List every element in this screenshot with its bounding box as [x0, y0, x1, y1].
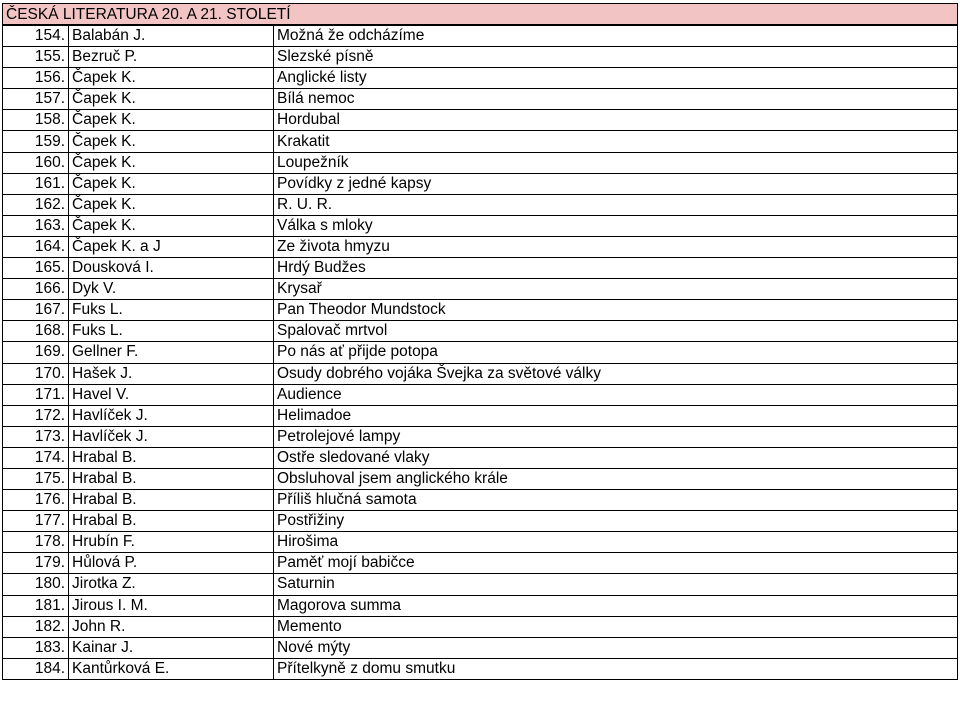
author-cell: Hašek J. [69, 363, 274, 384]
author-cell: Čapek K. [69, 173, 274, 194]
table-row [3, 258, 958, 279]
title-cell: Pan Theodor Mundstock [274, 300, 958, 321]
author-cell: Kainar J. [69, 637, 274, 658]
table-row [3, 637, 958, 658]
author-cell: Dyk V. [69, 279, 274, 300]
row-number: 163. [3, 215, 69, 236]
author-cell: Hrabal B. [69, 447, 274, 468]
author-cell: Balabán J. [69, 26, 274, 47]
row-number: 176. [3, 490, 69, 511]
table-row [3, 447, 958, 468]
author-cell: Čapek K. [69, 131, 274, 152]
title-cell: Hordubal [274, 110, 958, 131]
title-cell: Helimadoe [274, 405, 958, 426]
table-row [3, 553, 958, 574]
title-cell: Ze života hmyzu [274, 236, 958, 257]
row-number: 166. [3, 279, 69, 300]
row-number: 170. [3, 363, 69, 384]
row-number: 156. [3, 68, 69, 89]
title-cell: Memento [274, 616, 958, 637]
row-number: 178. [3, 532, 69, 553]
title-cell: Válka s mloky [274, 215, 958, 236]
author-cell: Čapek K. [69, 194, 274, 215]
table-row [3, 342, 958, 363]
author-cell: Čapek K. [69, 152, 274, 173]
title-cell: Krakatit [274, 131, 958, 152]
row-number: 175. [3, 468, 69, 489]
book-table [2, 25, 958, 680]
table-row [3, 574, 958, 595]
title-cell: Petrolejové lampy [274, 426, 958, 447]
title-cell: Loupežník [274, 152, 958, 173]
title-cell: Audience [274, 384, 958, 405]
title-cell: Postřižiny [274, 511, 958, 532]
sheet-title: ČESKÁ LITERATURA 20. A 21. STOLETÍ [2, 3, 958, 25]
table-row [3, 490, 958, 511]
row-number: 155. [3, 47, 69, 68]
author-cell: Čapek K. [69, 110, 274, 131]
title-cell: Hirošima [274, 532, 958, 553]
table-row [3, 532, 958, 553]
table-row [3, 426, 958, 447]
table-row [3, 363, 958, 384]
row-number: 154. [3, 26, 69, 47]
author-cell: John R. [69, 616, 274, 637]
title-cell: Paměť mojí babičce [274, 553, 958, 574]
table-row [3, 152, 958, 173]
author-cell: Havlíček J. [69, 405, 274, 426]
author-cell: Hrubín F. [69, 532, 274, 553]
row-number: 162. [3, 194, 69, 215]
title-cell: R. U. R. [274, 194, 958, 215]
row-number: 160. [3, 152, 69, 173]
title-cell: Obsluhoval jsem anglického krále [274, 468, 958, 489]
title-cell: Magorova summa [274, 595, 958, 616]
row-number: 167. [3, 300, 69, 321]
author-cell: Hrabal B. [69, 490, 274, 511]
row-number: 172. [3, 405, 69, 426]
title-cell: Krysař [274, 279, 958, 300]
table-row [3, 279, 958, 300]
author-cell: Čapek K. [69, 68, 274, 89]
title-cell: Osudy dobrého vojáka Švejka za světové války [274, 363, 958, 384]
author-cell: Čapek K. [69, 215, 274, 236]
author-cell: Fuks L. [69, 300, 274, 321]
author-cell: Hrabal B. [69, 511, 274, 532]
table-row [3, 468, 958, 489]
title-cell: Slezské písně [274, 47, 958, 68]
row-number: 159. [3, 131, 69, 152]
table-row [3, 658, 958, 679]
author-cell: Jirous I. M. [69, 595, 274, 616]
row-number: 161. [3, 173, 69, 194]
table-row [3, 68, 958, 89]
table-row [3, 215, 958, 236]
author-cell: Fuks L. [69, 321, 274, 342]
table-row [3, 511, 958, 532]
author-cell: Bezruč P. [69, 47, 274, 68]
row-number: 177. [3, 511, 69, 532]
author-cell: Havlíček J. [69, 426, 274, 447]
author-cell: Havel V. [69, 384, 274, 405]
author-cell: Dousková I. [69, 258, 274, 279]
author-cell: Kantůrková E. [69, 658, 274, 679]
row-number: 165. [3, 258, 69, 279]
literature-sheet [2, 3, 958, 680]
author-cell: Čapek K. a J [69, 236, 274, 257]
row-number: 182. [3, 616, 69, 637]
row-number: 179. [3, 553, 69, 574]
author-cell: Gellner F. [69, 342, 274, 363]
title-cell: Hrdý Budžes [274, 258, 958, 279]
table-row [3, 89, 958, 110]
author-cell: Jirotka Z. [69, 574, 274, 595]
table-row [3, 194, 958, 215]
table-row [3, 384, 958, 405]
row-number: 181. [3, 595, 69, 616]
title-cell: Po nás ať přijde potopa [274, 342, 958, 363]
title-cell: Bílá nemoc [274, 89, 958, 110]
row-number: 164. [3, 236, 69, 257]
book-table-body [3, 26, 958, 680]
title-cell: Spalovač mrtvol [274, 321, 958, 342]
title-cell: Ostře sledované vlaky [274, 447, 958, 468]
table-row [3, 236, 958, 257]
row-number: 180. [3, 574, 69, 595]
table-row [3, 405, 958, 426]
title-cell: Příliš hlučná samota [274, 490, 958, 511]
table-row [3, 321, 958, 342]
row-number: 158. [3, 110, 69, 131]
table-row [3, 47, 958, 68]
row-number: 157. [3, 89, 69, 110]
author-cell: Čapek K. [69, 89, 274, 110]
table-row [3, 616, 958, 637]
author-cell: Hrabal B. [69, 468, 274, 489]
title-cell: Povídky z jedné kapsy [274, 173, 958, 194]
table-row [3, 595, 958, 616]
row-number: 173. [3, 426, 69, 447]
title-cell: Nové mýty [274, 637, 958, 658]
row-number: 183. [3, 637, 69, 658]
title-cell: Přítelkyně z domu smutku [274, 658, 958, 679]
row-number: 171. [3, 384, 69, 405]
author-cell: Hůlová P. [69, 553, 274, 574]
row-number: 174. [3, 447, 69, 468]
row-number: 184. [3, 658, 69, 679]
title-cell: Možná že odcházíme [274, 26, 958, 47]
table-row [3, 173, 958, 194]
table-row [3, 131, 958, 152]
row-number: 168. [3, 321, 69, 342]
row-number: 169. [3, 342, 69, 363]
title-cell: Saturnin [274, 574, 958, 595]
title-cell: Anglické listy [274, 68, 958, 89]
table-row [3, 300, 958, 321]
table-row [3, 26, 958, 47]
table-row [3, 110, 958, 131]
